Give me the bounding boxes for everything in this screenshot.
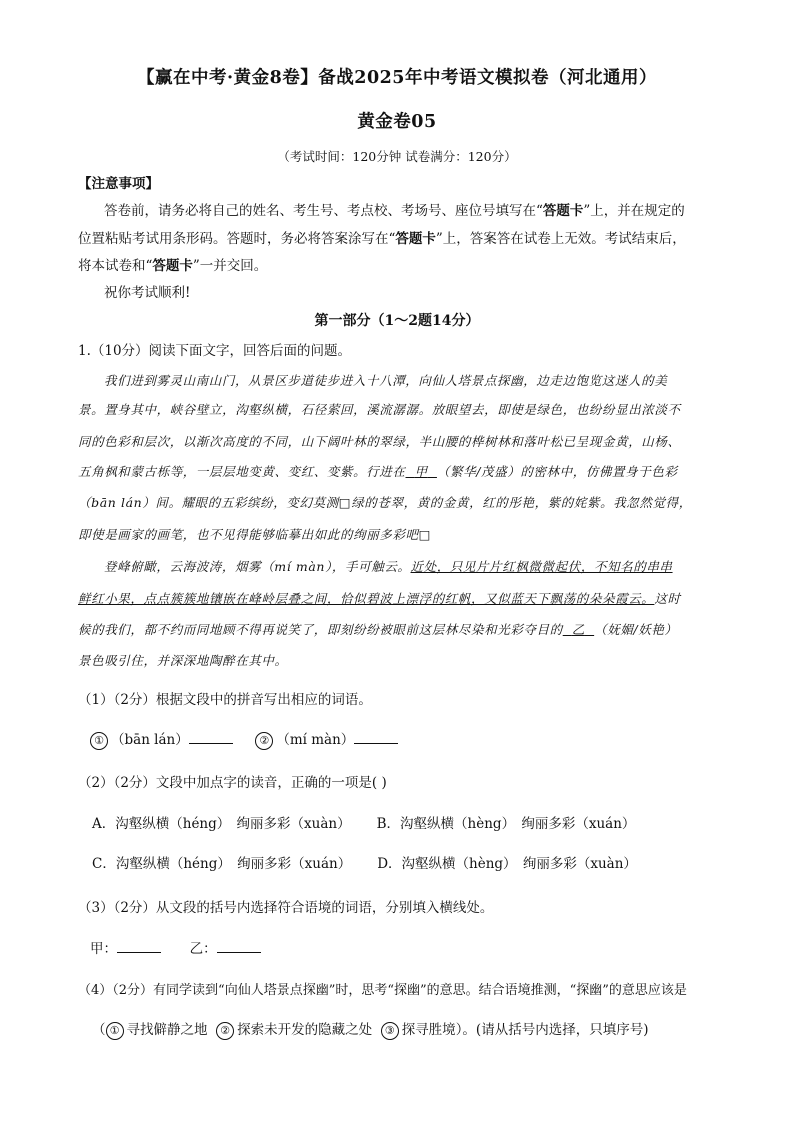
q1-stem: 1.（10分）阅读下面文字，回答后面的问题。 [78,343,352,359]
sub3-answers: 甲： 乙： [90,937,261,957]
notice-wish: 祝你考试顺利! [104,285,191,301]
section-heading: 第一部分（1～2题14分） [314,313,480,329]
passage-line-9: 候的我们，都不约而同地顾不得再说笑了，即刻纷纷被眼前这层林尽染和光彩夺目的 乙 （妩媚/妖艳） [78,622,678,637]
sub4-stem: （4）（2分）有同学读到“向仙人塔景点探幽”时，思考“探幽”的意思。结合语境推测，“探幽”的意思应该是 [78,983,687,998]
notice-line-3: 将本试卷和“答题卡”一并交回。 [78,258,268,274]
blank-yi: 乙 [571,622,585,637]
option-d[interactable]: D．沟壑纵横（hèng） 绚丽多彩（xuàn） [377,856,637,872]
passage-line-8: 鲜红小果，点点簇簇地镶嵌在峰岭层叠之间，恰似碧波上漂浮的红帆，又似蓝天下飘荡的朵朵霞云。这时 [78,591,681,606]
notice-heading: 【注意事项】 [78,176,159,192]
passage-line-1: 我们进到雾灵山南山门，从景区步道徒步进入十八潭，向仙人塔景点探幽，边走边饱览这迷人的美 [104,373,668,388]
exam-subtitle: 黄金卷05 [357,112,437,132]
answer-blank-2[interactable] [354,742,398,744]
sub2-options-row-1 [92,812,635,832]
circled-number-2: ② [216,1022,234,1040]
option-a[interactable]: A．沟壑纵横（héng） 绚丽多彩（xuàn） [92,816,351,832]
blank-jia: 甲 [414,464,428,479]
passage-line-10: 景色吸引住，并深深地陶醉在其中。 [78,653,288,668]
passage-line-6: 即使是画家的画笔，也不见得能够临摹出如此的绚丽多彩吧□ [78,527,432,542]
sub1-answers: ① （bān lán） ② （mí màn） [90,728,398,750]
passage-line-5: （bān lán）间。耀眼的五彩缤纷，变幻莫测□绿的苍翠，黄的金黄，红的彤艳，紫的姹紫。我忽然觉得， [78,495,692,510]
passage-line-7: 登峰俯瞰，云海波涛，烟雾（mí màn），手可触云。近处，只见片片红枫微微起伏，不知名的串串 [104,559,673,574]
notice-line-2: 位置粘贴考试用条形码。答题时，务必将答案涂写在“答题卡”上，答案答在试卷上无效。考试结束后， [78,231,686,247]
underlined-sentence-part-1: 近处，只见片片红枫微微起伏，不知名的串串 [410,559,673,574]
answer-blank-jia[interactable] [117,951,161,953]
circled-number-1: ① [106,1022,124,1040]
underlined-sentence-part-2: 鲜红小果，点点簇簇地镶嵌在峰岭层叠之间，恰似碧波上漂浮的红帆，又似蓝天下飘荡的朵朵霞云。 [78,591,655,606]
sub2-stem: （2）（2分）文段中加点字的读音，正确的一项是( ) [78,775,387,791]
passage-line-3: 同的色彩和层次，以渐次高度的不同，山下阔叶林的翠绿，半山腰的桦树林和落叶松已呈现金黄，山杨、 [78,434,681,449]
exam-info: （考试时间：120分钟 试卷满分：120分） [277,149,517,164]
sub1-stem: （1）（2分）根据文段中的拼音写出相应的词语。 [78,692,372,708]
option-c[interactable]: C．沟壑纵横（héng） 绚丽多彩（xuán） [92,856,352,872]
answer-blank-1[interactable] [189,742,233,744]
notice-line-1: 答卷前，请务必将自己的姓名、考生号、考点校、考场号、座位号填写在“答题卡”上，并在规定的 [104,203,685,219]
circled-number-1: ① [90,732,108,750]
passage-line-2: 景。置身其中，峡谷壁立，沟壑纵横，石径萦回，溪流潺潺。放眼望去，即使是绿色，也纷纷显出浓淡不 [78,402,681,417]
answer-blank-yi[interactable] [217,951,261,953]
circled-number-3: ③ [381,1022,399,1040]
circled-number-2: ② [255,732,273,750]
sub3-stem: （3）（2分）从文段的括号内选择符合语境的词语，分别填入横线处。 [78,900,494,916]
passage-line-4: 五角枫和蒙古栎等，一层层地变黄、变红、变紫。行进在 甲 （繁华/茂盛）的密林中，仿佛置身于色彩 [78,464,678,479]
sub4-options: （ ① 寻找僻静之地 ② 探索未开发的隐藏之处 ③ 探寻胜境）。(请从括号内选择，只填序号) [92,1022,649,1038]
sub2-options-row-2 [92,852,637,872]
option-b[interactable]: B．沟壑纵横（hèng） 绚丽多彩（xuán） [376,816,636,832]
exam-title: 【赢在中考·黄金8卷】备战2025年中考语文模拟卷（河北通用） [137,68,657,88]
